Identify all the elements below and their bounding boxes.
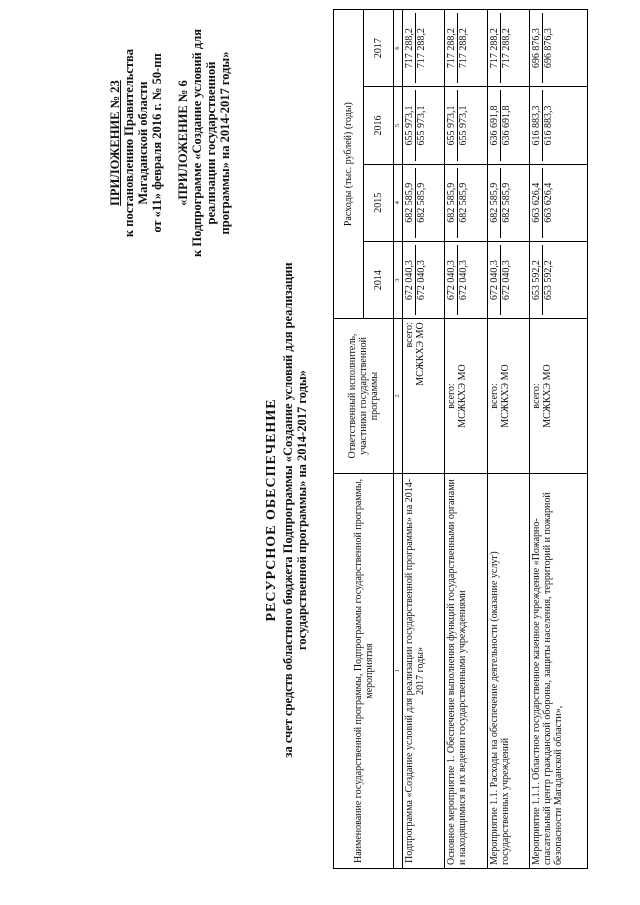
column-number: 4 bbox=[394, 164, 403, 241]
row-executor-org: МСЖКХЭ МО bbox=[542, 364, 553, 428]
row-name: Основное мероприятие 1. Обеспечение выполнения функций государственными органами и находящимися в их ведении государственными учреждениями bbox=[445, 473, 487, 868]
header-name: Наименование государственной программы, Подпрограммы государственной программы, мероприятия bbox=[334, 473, 394, 868]
value-cell: 682 585,9 682 585,9 bbox=[487, 164, 529, 241]
annex-number: ПРИЛОЖЕНИЕ № 23 bbox=[108, 80, 122, 206]
column-number: 3 bbox=[394, 241, 403, 318]
table-row bbox=[530, 10, 588, 869]
row-executor-total: всего: bbox=[531, 383, 542, 409]
value-cell: 672 040,3 672 040,3 bbox=[403, 241, 445, 318]
column-number: 5 bbox=[394, 87, 403, 164]
row-executor bbox=[445, 319, 487, 474]
annex-sub-number: «ПРИЛОЖЕНИЕ № 6 bbox=[176, 80, 190, 206]
column-number: 1 bbox=[394, 473, 403, 868]
header-year-2017: 2017 bbox=[364, 10, 394, 87]
header-executor: Ответственный исполнитель, участники государственной программы bbox=[334, 319, 394, 474]
annex-block bbox=[108, 13, 232, 273]
row-executor bbox=[530, 319, 588, 474]
row-executor-total: всего: bbox=[446, 383, 458, 409]
row-executor-org: МСЖКХЭ МО bbox=[499, 364, 511, 428]
title-line-2: за счет средств областного бюджета Подпрограммы «Создание условий для реализации bbox=[281, 262, 295, 758]
value-cell: 655 973,1 655 973,1 bbox=[445, 87, 487, 164]
annex-sub-line2: реализации государственной bbox=[204, 61, 218, 225]
header-year-2014: 2014 bbox=[364, 241, 394, 318]
header-year-2016: 2016 bbox=[364, 87, 394, 164]
header-year-2015: 2015 bbox=[364, 164, 394, 241]
value-cell: 672 040,3 672 040,3 bbox=[487, 241, 529, 318]
row-executor-org: МСЖКХЭ МО bbox=[457, 364, 469, 428]
resources-table bbox=[333, 9, 588, 869]
table-row bbox=[445, 10, 487, 869]
value-cell: 672 040,3 672 040,3 bbox=[445, 241, 487, 318]
table-row bbox=[403, 10, 445, 869]
header-expenses: Расходы (тыс. рублей) (годы) bbox=[334, 10, 364, 319]
value-cell: 696 876,3 696 876,3 bbox=[530, 10, 588, 87]
annex-sub-line1: к Подпрограмме «Создание условий для bbox=[190, 29, 204, 257]
row-executor-total: всего: bbox=[488, 383, 500, 409]
row-name: Мероприятие 1.1. Расходы на обеспечение деятельности (оказание услуг) государственных учреждений bbox=[487, 473, 529, 868]
annex-ref-line: к постановлению Правительства bbox=[122, 48, 136, 238]
value-cell: 663 626,4 663 626,4 bbox=[530, 164, 588, 241]
value-cell: 717 288,2 717 288,2 bbox=[445, 10, 487, 87]
value-cell: 636 691,8 636 691,8 bbox=[487, 87, 529, 164]
value-cell: 616 883,3 616 883,3 bbox=[530, 87, 588, 164]
column-number: 6 bbox=[394, 10, 403, 87]
value-cell: 717 288,2 717 288,2 bbox=[403, 10, 445, 87]
value-cell: 653 592,2 653 592,2 bbox=[530, 241, 588, 318]
row-executor-org: МСЖКХЭ МО bbox=[415, 322, 426, 386]
table-row bbox=[487, 10, 529, 869]
value-cell: 717 288,2 717 288,2 bbox=[487, 10, 529, 87]
value-cell: 655 973,1 655 973,1 bbox=[403, 87, 445, 164]
row-executor bbox=[487, 319, 529, 474]
annex-sub-line3: программы» на 2014-2017 годы» bbox=[218, 51, 232, 235]
value-cell: 682 585,9 682 585,9 bbox=[403, 164, 445, 241]
annex-date-line: от «11» февраля 2016 г. № 50-пп bbox=[150, 53, 164, 233]
document-title bbox=[265, 210, 309, 810]
column-number: 2 bbox=[394, 319, 403, 474]
row-executor bbox=[403, 319, 445, 474]
title-line-3: государственной программы» на 2014-2017 годы» bbox=[295, 370, 309, 650]
row-executor-total: всего: bbox=[404, 322, 415, 348]
value-cell: 682 585,9 682 585,9 bbox=[445, 164, 487, 241]
row-name: Мероприятие 1.1.1. Областное государственное казенное учреждение «Пожарно-спасательный центр гражданской обороны, защиты населения, территорий и пожарной безопасности Магаданской области», bbox=[530, 473, 588, 868]
annex-region-line: Магаданской области bbox=[136, 81, 150, 205]
title-heading: РЕСУРСНОЕ ОБЕСПЕЧЕНИЕ bbox=[264, 398, 279, 622]
row-name: Подпрограмма «Создание условий для реализации государственной программы» на 2014-2017 годы» bbox=[403, 473, 445, 868]
